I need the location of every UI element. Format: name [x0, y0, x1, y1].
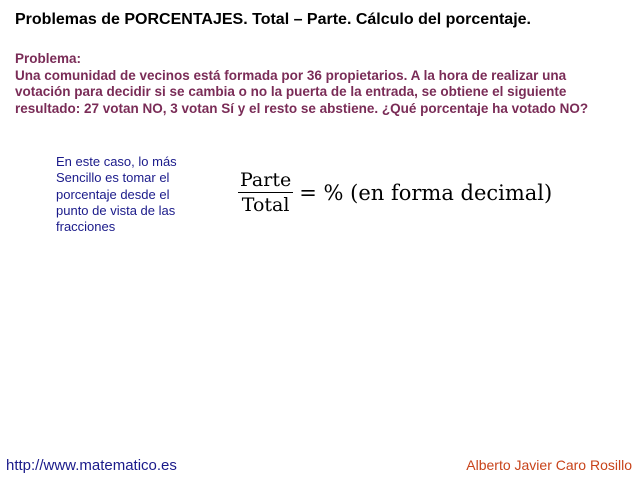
note-line: En este caso, lo más — [56, 154, 177, 169]
page-title: Problemas de PORCENTAJES. Total – Parte. Cálculo del porcentaje. — [15, 11, 531, 28]
formula-numerator: Parte — [240, 169, 292, 191]
problem-line: Una comunidad de vecinos está formada por 36 propietarios. A la hora de realizar una — [15, 67, 567, 83]
problem-statement — [15, 51, 635, 117]
note-line: Sencillo es tomar el — [56, 170, 170, 186]
formula-fraction — [238, 170, 293, 216]
author-name: Alberto Javier Caro Rosillo — [466, 457, 632, 473]
problem-line: resultado: 27 votan NO, 3 votan Sí y el resto se abstiene. ¿Qué porcentaje ha votado NO? — [15, 100, 589, 116]
problem-heading: Problema: — [15, 51, 82, 66]
problem-line: votación para decidir si se cambia o no la puerta de la entrada, se obtiene el siguiente — [15, 84, 567, 99]
note-line: punto de vista de las — [56, 202, 176, 218]
note-line: fracciones — [56, 219, 116, 235]
formula-rhs: = % (en forma decimal) — [299, 181, 553, 205]
website-link[interactable]: http://www.matematico.es — [6, 457, 177, 474]
explanation-note — [56, 154, 206, 235]
percentage-formula — [238, 170, 552, 216]
formula-denominator: Total — [241, 194, 290, 216]
note-line: porcentaje desde el — [56, 186, 170, 202]
